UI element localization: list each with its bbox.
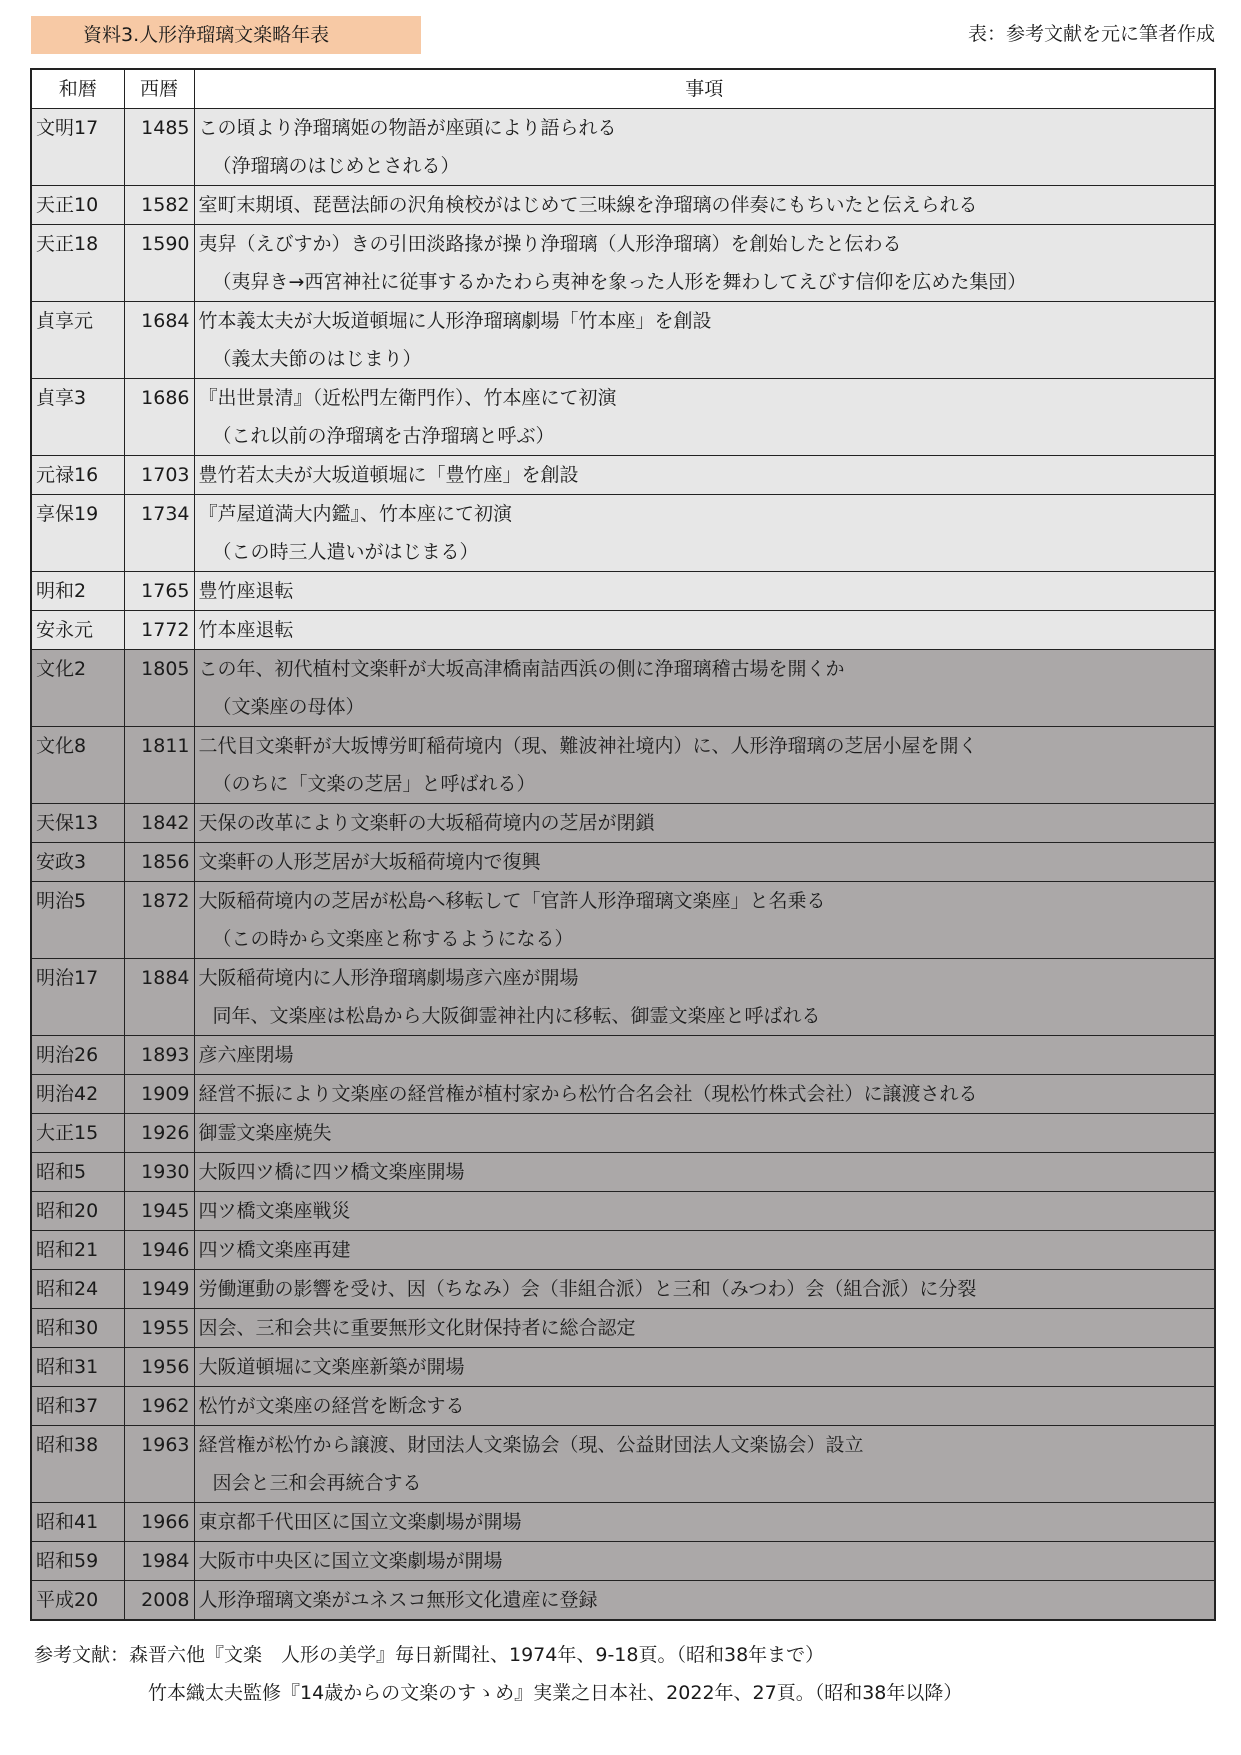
table-row xyxy=(31,109,1215,186)
cell-event xyxy=(194,1581,1215,1621)
table-row xyxy=(31,1036,1215,1075)
cell-western-year: 1811 xyxy=(124,727,194,804)
cell-japanese-era: 明治17 xyxy=(31,959,124,1036)
table-row xyxy=(31,572,1215,611)
reference-line-2: 竹本織太夫監修『14歳からの文楽のすゝめ』実業之日本社、2022年、27頁。（昭和38年以降） xyxy=(148,1682,963,1704)
cell-event xyxy=(194,109,1215,186)
cell-japanese-era: 天保13 xyxy=(31,804,124,843)
cell-event xyxy=(194,1075,1215,1114)
cell-japanese-era: 昭和41 xyxy=(31,1503,124,1542)
cell-japanese-era: 明治42 xyxy=(31,1075,124,1114)
table-row xyxy=(31,650,1215,727)
cell-japanese-era: 昭和31 xyxy=(31,1348,124,1387)
event-line: 御霊文楽座焼失 xyxy=(198,1122,332,1144)
event-line: （この時から文楽座と称するようになる） xyxy=(212,928,574,950)
table-row xyxy=(31,727,1215,804)
event-line: 二代目文楽軒が大坂博労町稲荷境内（現、難波神社境内）に、人形浄瑠璃の芝居小屋を開く xyxy=(198,735,978,757)
cell-japanese-era: 元禄16 xyxy=(31,456,124,495)
cell-event xyxy=(194,611,1215,650)
cell-japanese-era: 文化8 xyxy=(31,727,124,804)
cell-event xyxy=(194,727,1215,804)
table-row xyxy=(31,882,1215,959)
event-line: 東京都千代田区に国立文楽劇場が開場 xyxy=(198,1511,522,1533)
event-line: 室町末期頃、琵琶法師の沢角検校がはじめて三味線を浄瑠璃の伴奏にもちいたと伝えられる xyxy=(198,194,978,216)
cell-event xyxy=(194,882,1215,959)
cell-event xyxy=(194,186,1215,225)
cell-western-year: 1963 xyxy=(124,1426,194,1503)
cell-event xyxy=(194,1309,1215,1348)
table-row xyxy=(31,379,1215,456)
event-line: （夷舁き→西宮神社に従事するかたわら夷神を象った人形を舞わしてえびす信仰を広めた集団） xyxy=(212,271,1027,293)
table-row xyxy=(31,225,1215,302)
cell-western-year: 1884 xyxy=(124,959,194,1036)
table-row xyxy=(31,1348,1215,1387)
cell-event xyxy=(194,843,1215,882)
cell-japanese-era: 平成20 xyxy=(31,1581,124,1621)
cell-western-year: 1966 xyxy=(124,1503,194,1542)
cell-japanese-era: 昭和59 xyxy=(31,1542,124,1581)
table-row xyxy=(31,1192,1215,1231)
reference-line-1: 参考文献：森晋六他『文楽 人形の美学』毎日新聞社、1974年、9-18頁。（昭和38年まで） xyxy=(34,1644,825,1666)
timeline-body xyxy=(31,109,1215,1621)
event-line: 『出世景清』（近松門左衛門作）、竹本座にて初演 xyxy=(198,387,617,409)
event-line: 松竹が文楽座の経営を断念する xyxy=(198,1395,465,1417)
table-row xyxy=(31,959,1215,1036)
table-header-row xyxy=(31,69,1215,109)
table-row xyxy=(31,1153,1215,1192)
event-line: 四ツ橋文楽座再建 xyxy=(198,1239,351,1261)
event-line: （浄瑠璃のはじめとされる） xyxy=(212,155,460,177)
cell-western-year: 1984 xyxy=(124,1542,194,1581)
header-western-year: 西暦 xyxy=(124,69,194,109)
header-japanese-era: 和暦 xyxy=(31,69,124,109)
cell-western-year: 1962 xyxy=(124,1387,194,1426)
cell-japanese-era: 安永元 xyxy=(31,611,124,650)
cell-japanese-era: 享保19 xyxy=(31,495,124,572)
cell-western-year: 1956 xyxy=(124,1348,194,1387)
cell-western-year: 1926 xyxy=(124,1114,194,1153)
cell-japanese-era: 昭和38 xyxy=(31,1426,124,1503)
cell-western-year: 1686 xyxy=(124,379,194,456)
cell-japanese-era: 安政3 xyxy=(31,843,124,882)
cell-event xyxy=(194,225,1215,302)
references xyxy=(34,1636,962,1712)
event-line: 彦六座閉場 xyxy=(198,1044,294,1066)
cell-japanese-era: 明治5 xyxy=(31,882,124,959)
event-line: （のちに「文楽の芝居」と呼ばれる） xyxy=(212,773,536,795)
event-line: （義太夫節のはじまり） xyxy=(212,348,422,370)
table-row xyxy=(31,1503,1215,1542)
table-row xyxy=(31,1231,1215,1270)
table-row xyxy=(31,302,1215,379)
event-line: 『芦屋道満大内鑑』、竹本座にて初演 xyxy=(198,503,513,525)
event-line: 大阪道頓堀に文楽座新築が開場 xyxy=(198,1356,465,1378)
cell-event xyxy=(194,804,1215,843)
cell-western-year: 1946 xyxy=(124,1231,194,1270)
event-line: 大阪四ツ橋に四ツ橋文楽座開場 xyxy=(198,1161,465,1183)
cell-japanese-era: 天正10 xyxy=(31,186,124,225)
event-line: 人形浄瑠璃文楽がユネスコ無形文化遺産に登録 xyxy=(198,1589,598,1611)
cell-western-year: 1684 xyxy=(124,302,194,379)
cell-event xyxy=(194,302,1215,379)
event-line: 大阪稲荷境内に人形浄瑠璃劇場彦六座が開場 xyxy=(198,967,579,989)
cell-japanese-era: 貞享元 xyxy=(31,302,124,379)
event-line: この頃より浄瑠璃姫の物語が座頭により語られる xyxy=(198,117,617,139)
event-line: 豊竹若太夫が大坂道頓堀に「豊竹座」を創設 xyxy=(198,464,579,486)
table-row xyxy=(31,186,1215,225)
cell-western-year: 1909 xyxy=(124,1075,194,1114)
event-line: 竹本義太夫が大坂道頓堀に人形浄瑠璃劇場「竹本座」を創設 xyxy=(198,310,712,332)
cell-japanese-era: 貞享3 xyxy=(31,379,124,456)
cell-japanese-era: 文明17 xyxy=(31,109,124,186)
event-line: 労働運動の影響を受け、因（ちなみ）会（非組合派）と三和（みつわ）会（組合派）に分裂 xyxy=(198,1278,977,1300)
table-row xyxy=(31,1581,1215,1621)
event-line: 豊竹座退転 xyxy=(198,580,294,602)
cell-japanese-era: 昭和21 xyxy=(31,1231,124,1270)
cell-event xyxy=(194,495,1215,572)
cell-japanese-era: 昭和37 xyxy=(31,1387,124,1426)
table-row xyxy=(31,1270,1215,1309)
cell-western-year: 1842 xyxy=(124,804,194,843)
cell-event xyxy=(194,572,1215,611)
cell-event xyxy=(194,1348,1215,1387)
cell-event xyxy=(194,379,1215,456)
cell-japanese-era: 昭和24 xyxy=(31,1270,124,1309)
cell-western-year: 1949 xyxy=(124,1270,194,1309)
table-row xyxy=(31,1114,1215,1153)
document-title: 資料3.人形浄瑠璃文楽略年表 xyxy=(31,16,421,54)
cell-event xyxy=(194,456,1215,495)
cell-event xyxy=(194,959,1215,1036)
cell-event xyxy=(194,1270,1215,1309)
event-line: 同年、文楽座は松島から大阪御霊神社内に移転、御霊文楽座と呼ばれる xyxy=(212,1005,821,1027)
cell-japanese-era: 明治26 xyxy=(31,1036,124,1075)
header-event: 事項 xyxy=(194,69,1215,109)
timeline-table xyxy=(30,68,1216,1621)
cell-western-year: 1734 xyxy=(124,495,194,572)
event-line: 夷舁（えびすか）きの引田淡路掾が操り浄瑠璃（人形浄瑠璃）を創始したと伝わる xyxy=(198,233,902,255)
event-line: この年、初代植村文楽軒が大坂高津橋南詰西浜の側に浄瑠璃稽古場を開くか xyxy=(198,658,845,680)
event-line: 大阪稲荷境内の芝居が松島へ移転して「官許人形浄瑠璃文楽座」と名乗る xyxy=(198,890,826,912)
table-row xyxy=(31,1387,1215,1426)
cell-event xyxy=(194,1426,1215,1503)
event-line: 因会と三和会再統合する xyxy=(212,1472,422,1494)
event-line: （これ以前の浄瑠璃を古浄瑠璃と呼ぶ） xyxy=(212,425,555,447)
table-row xyxy=(31,1309,1215,1348)
cell-western-year: 1703 xyxy=(124,456,194,495)
cell-event xyxy=(194,1036,1215,1075)
cell-western-year: 1485 xyxy=(124,109,194,186)
table-row xyxy=(31,843,1215,882)
event-line: 竹本座退転 xyxy=(198,619,294,641)
cell-event xyxy=(194,1503,1215,1542)
table-row xyxy=(31,456,1215,495)
event-line: 大阪市中央区に国立文楽劇場が開場 xyxy=(198,1550,503,1572)
table-row xyxy=(31,1075,1215,1114)
source-note: 表：参考文献を元に筆者作成 xyxy=(967,23,1215,45)
event-line: （文楽座の母体） xyxy=(212,696,365,718)
cell-western-year: 1582 xyxy=(124,186,194,225)
cell-western-year: 1590 xyxy=(124,225,194,302)
event-line: 因会、三和会共に重要無形文化財保持者に総合認定 xyxy=(198,1317,636,1339)
cell-western-year: 1945 xyxy=(124,1192,194,1231)
cell-western-year: 1872 xyxy=(124,882,194,959)
cell-event xyxy=(194,1231,1215,1270)
cell-event xyxy=(194,1192,1215,1231)
cell-event xyxy=(194,1542,1215,1581)
cell-japanese-era: 天正18 xyxy=(31,225,124,302)
cell-western-year: 2008 xyxy=(124,1581,194,1621)
cell-japanese-era: 文化2 xyxy=(31,650,124,727)
cell-event xyxy=(194,1114,1215,1153)
table-row xyxy=(31,495,1215,572)
event-line: 天保の改革により文楽軒の大坂稲荷境内の芝居が閉鎖 xyxy=(198,812,655,834)
cell-western-year: 1805 xyxy=(124,650,194,727)
table-row xyxy=(31,1542,1215,1581)
table-row xyxy=(31,804,1215,843)
cell-western-year: 1930 xyxy=(124,1153,194,1192)
table-row xyxy=(31,1426,1215,1503)
cell-event xyxy=(194,1387,1215,1426)
table-row xyxy=(31,611,1215,650)
cell-western-year: 1772 xyxy=(124,611,194,650)
cell-japanese-era: 昭和5 xyxy=(31,1153,124,1192)
event-line: 四ツ橋文楽座戦災 xyxy=(198,1200,351,1222)
cell-western-year: 1856 xyxy=(124,843,194,882)
cell-western-year: 1955 xyxy=(124,1309,194,1348)
event-line: 文楽軒の人形芝居が大坂稲荷境内で復興 xyxy=(198,851,541,873)
event-line: 経営不振により文楽座の経営権が植村家から松竹合名会社（現松竹株式会社）に譲渡される xyxy=(198,1083,978,1105)
event-line: 経営権が松竹から譲渡、財団法人文楽協会（現、公益財団法人文楽協会）設立 xyxy=(198,1434,864,1456)
cell-western-year: 1765 xyxy=(124,572,194,611)
cell-event xyxy=(194,1153,1215,1192)
cell-western-year: 1893 xyxy=(124,1036,194,1075)
cell-japanese-era: 昭和20 xyxy=(31,1192,124,1231)
event-line: （この時三人遣いがはじまる） xyxy=(212,541,479,563)
cell-japanese-era: 昭和30 xyxy=(31,1309,124,1348)
cell-event xyxy=(194,650,1215,727)
cell-japanese-era: 明和2 xyxy=(31,572,124,611)
cell-japanese-era: 大正15 xyxy=(31,1114,124,1153)
